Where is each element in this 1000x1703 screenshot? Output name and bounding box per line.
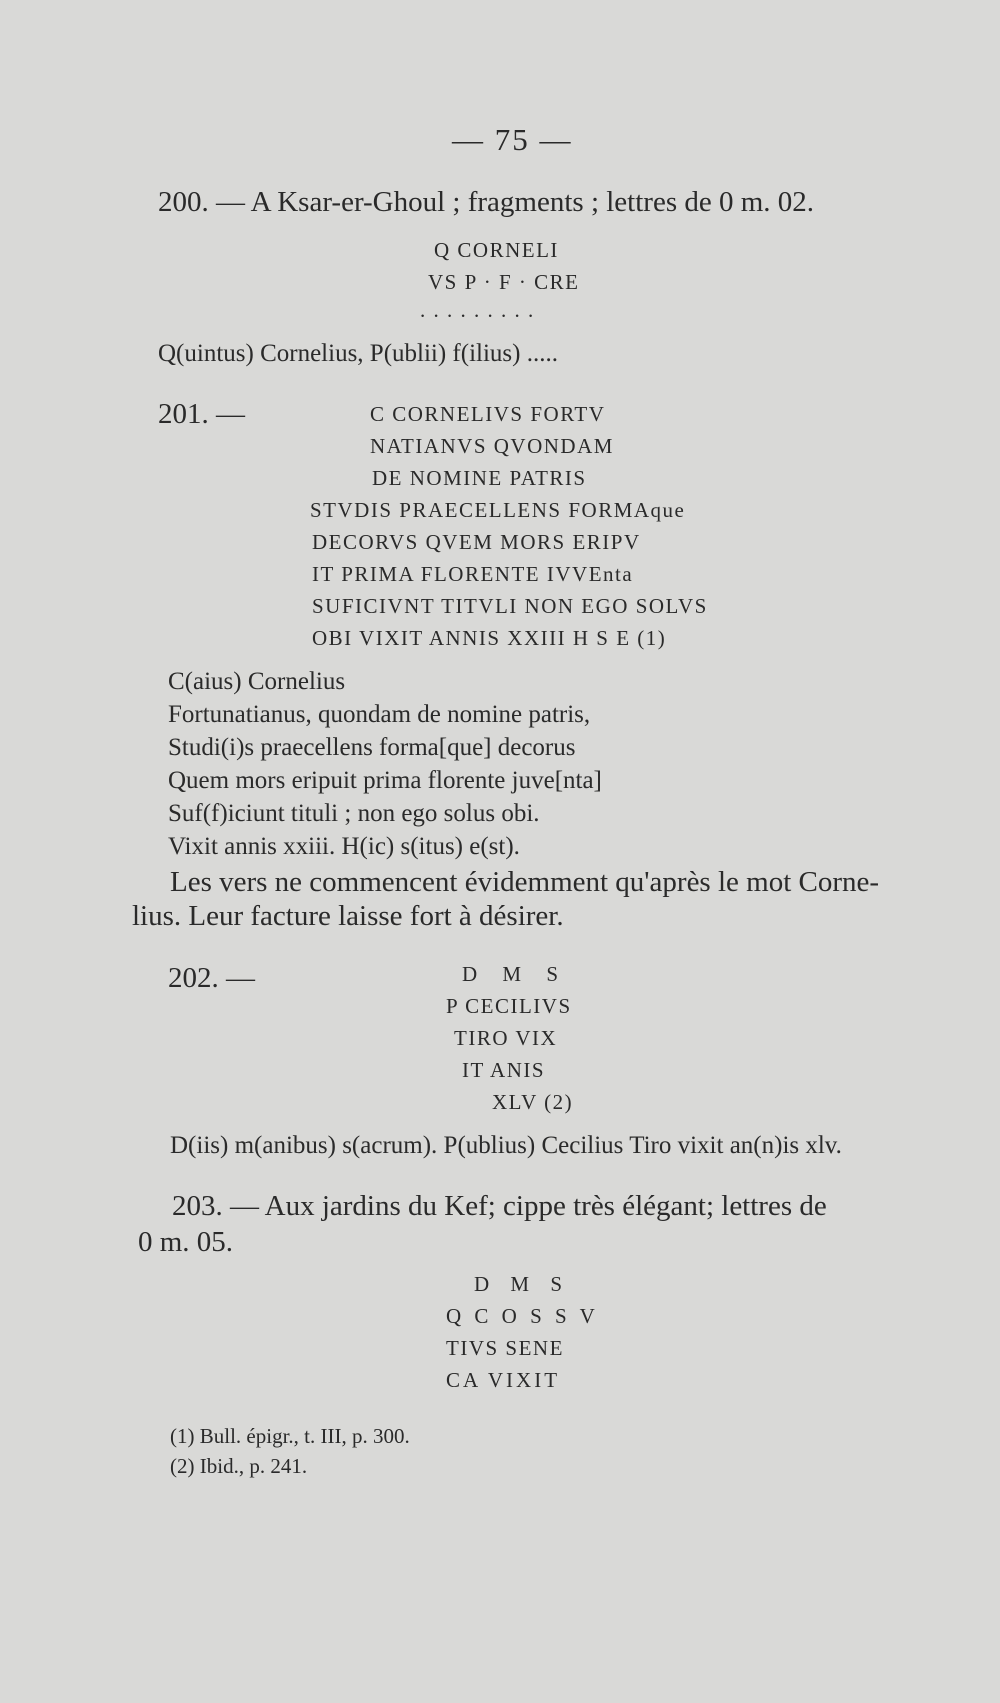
- inscription-203-line: TIVS SENE: [446, 1336, 564, 1360]
- translation-201-line: Quem mors eripuit prima florente juve[nta]: [168, 767, 602, 794]
- inscription-201-line: OBI VIXIT ANNIS XXIII H S E (1): [312, 626, 667, 650]
- inscription-202-line: IT ANIS: [462, 1058, 546, 1082]
- footnote: (1) Bull. épigr., t. III, p. 300.: [170, 1424, 410, 1448]
- translation-202: D(iis) m(anibus) s(acrum). P(ublius) Cecilius Tiro vixit an(n)is xlv.: [170, 1132, 842, 1159]
- entry-200-heading: 200. — A Ksar-er-Ghoul ; fragments ; lettres de 0 m. 02.: [158, 186, 815, 218]
- inscription-202-line: XLV (2): [492, 1090, 574, 1114]
- inscription-203-line: D M S: [474, 1272, 571, 1296]
- entry-202-number: 202. —: [168, 962, 255, 994]
- inscription-203-line: Q C O S S V: [446, 1304, 599, 1328]
- translation-201-line: Suf(f)iciunt tituli ; non ego solus obi.: [168, 800, 540, 827]
- comment-201-line-2: lius. Leur facture laisse fort à désirer.: [132, 900, 564, 932]
- inscription-202-line: D M S: [462, 962, 569, 986]
- inscription-200-line: VS P · F · CRE: [428, 270, 580, 294]
- inscription-201-line: IT PRIMA FLORENTE IVVEnta: [312, 562, 634, 586]
- inscription-202-line: TIRO VIX: [454, 1026, 558, 1050]
- translation-201-line: C(aius) Cornelius: [168, 668, 346, 695]
- page-number: — 75 —: [452, 122, 573, 157]
- inscription-201-line: SUFICIVNT TITVLI NON EGO SOLVS: [312, 594, 708, 618]
- translation-201-line: Studi(i)s praecellens forma[que] decorus: [168, 734, 576, 761]
- inscription-203-line: CA VIXIT: [446, 1368, 561, 1392]
- inscription-200-line: Q CORNELI: [434, 238, 559, 262]
- inscription-200-line: . . . . . . . . .: [420, 298, 535, 322]
- entry-201-number: 201. —: [158, 398, 245, 430]
- inscription-202-line: P CECILIVS: [446, 994, 572, 1018]
- translation-201-line: Fortunatianus, quondam de nomine patris,: [168, 701, 591, 728]
- inscription-201-line: DE NOMINE PATRIS: [372, 466, 587, 490]
- translation-201-line: Vixit annis xxiii. H(ic) s(itus) e(st).: [168, 833, 520, 860]
- translation-200: Q(uintus) Cornelius, P(ublii) f(ilius) .....: [158, 340, 558, 367]
- inscription-201-line: DECORVS QVEM MORS ERIPV: [312, 530, 641, 554]
- inscription-201-line: NATIANVS QVONDAM: [370, 434, 614, 458]
- entry-203-heading-line-2: 0 m. 05.: [138, 1226, 234, 1258]
- comment-201-line-1: Les vers ne commencent évidemment qu'après le mot Corne-: [170, 866, 880, 898]
- inscription-201-line: STVDIS PRAECELLENS FORMAque: [310, 498, 686, 522]
- entry-203-heading-line-1: 203. — Aux jardins du Kef; cippe très élégant; lettres de: [172, 1190, 827, 1222]
- inscription-201-line: C CORNELIVS FORTV: [370, 402, 606, 426]
- footnote: (2) Ibid., p. 241.: [170, 1454, 308, 1478]
